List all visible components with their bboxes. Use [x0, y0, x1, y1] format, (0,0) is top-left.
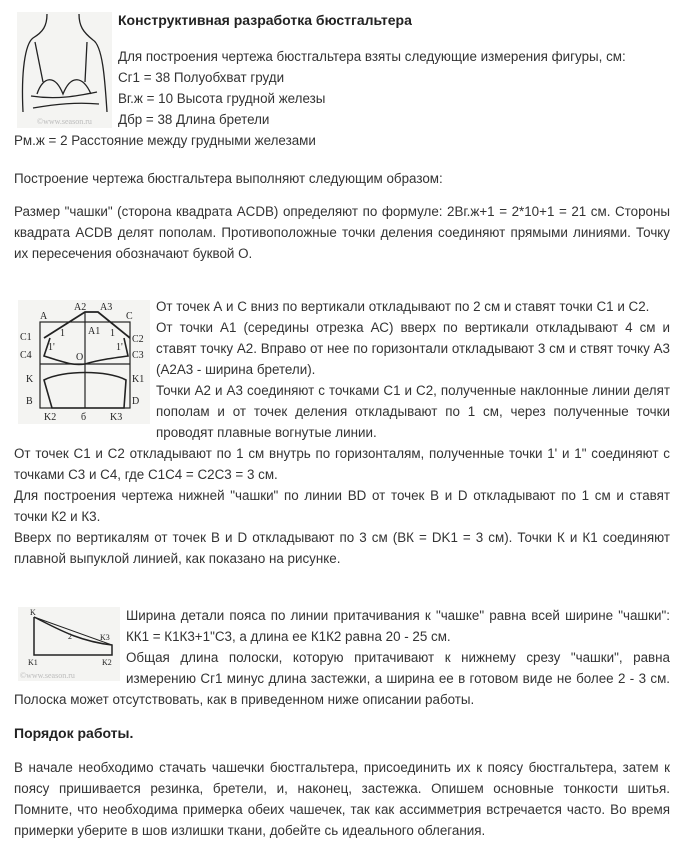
order-paragraph: В начале необходимо стачать чашечки бюстгальтера, присоединить их к поясу бюстгальтера, затем к поясу пришивается резинка, бретели, и, наконец, застежка. Опишем основные тонкости шитья. Помните, что необходима примерка обеих чашечек, так как ассимметрия встречается часто. Во время примерки уберите в шов излишки ткани, добейте сь идеального облегания. — [14, 760, 670, 838]
svg-text:C1: C1 — [20, 332, 32, 343]
svg-text:1': 1' — [48, 342, 55, 353]
watermark: ©www.season.ru — [37, 117, 92, 126]
svg-text:K: K — [30, 608, 36, 617]
svg-text:1: 1 — [60, 328, 65, 339]
svg-text:K1: K1 — [132, 374, 145, 385]
svg-text:б: б — [81, 412, 87, 423]
svg-text:2: 2 — [68, 632, 72, 641]
cup-size-paragraph: Размер "чашки" (сторона квадрата ACDB) определяют по формуле: 2Вг.ж+1 = 2*10+1 = 21 см. Стороны квадрата ACDB делят пополам. Противоположные точки деления соединяют прямыми линиями. Точку их пересечения обозначают буквой О. — [14, 204, 670, 261]
svg-text:1': 1' — [116, 342, 123, 353]
belt-diagram — [18, 607, 120, 681]
step-paragraph: От точки А1 (середины отрезка АС) вверх по вертикали откладывают 4 см и ставят точку А2. Вправо от нее по горизонтали откладывают 3 см и ствят точку А3 (А2А3 - ширина бретели). — [156, 320, 670, 377]
svg-text:C4: C4 — [20, 350, 32, 361]
intro-line: Дбр = 38 Длина бретели — [118, 112, 270, 127]
order-heading: Порядок работы. — [14, 725, 134, 741]
intro-line: Рм.ж = 2 Расстояние между грудными железами — [14, 133, 316, 148]
step-paragraph: От точек А и С вниз по вертикали откладывают по 2 см и ставят точки С1 и С2. — [156, 299, 650, 314]
svg-text:A2: A2 — [74, 302, 87, 313]
svg-text:A: A — [40, 311, 48, 322]
intro-line: Для построения чертежа бюстгальтера взяты следующие измерения фигуры, см: — [118, 49, 626, 64]
svg-text:K: K — [26, 374, 34, 385]
section-belt — [14, 605, 670, 710]
intro-line: Вг.ж = 10 Высота грудной железы — [118, 91, 326, 106]
section-pattern — [14, 296, 670, 569]
svg-text:A3: A3 — [100, 302, 113, 313]
belt-paragraph: Общая длина полоски, которую притачивают к нижнему срезу "чашки", равна измерению Сг1 минус длина застежки, а ширина ее в готовом виде не более 2 - 3 см. Полоска может отсутствовать, как в приведенном ниже описании работы. — [14, 650, 670, 707]
svg-text:C: C — [126, 311, 133, 322]
step-paragraph: Точки А2 и А3 соединяют с точками С1 и С2, полученные наклонные линии делят пополам и от точек деления откладывают по 1 см, через полученные точки проводят плавные вогнутые линии. — [156, 383, 670, 440]
svg-text:1: 1 — [110, 328, 115, 339]
svg-text:C3: C3 — [132, 350, 144, 361]
step-paragraph: Для построения чертежа нижней "чашки" по линии BD от точек В и D откладывают по 1 см и ставят точки К2 и К3. — [14, 488, 670, 524]
intro-line: Сг1 = 38 Полуобхват груди — [118, 70, 285, 85]
construction-intro: Построение чертежа бюстгальтера выполняют следующим образом: — [14, 171, 443, 186]
page-title: Конструктивная разработка бюстгальтера — [118, 12, 412, 28]
watermark: ©www.season.ru — [20, 671, 75, 680]
svg-text:A1: A1 — [88, 326, 101, 337]
svg-text:K2: K2 — [102, 658, 112, 667]
svg-text:C2: C2 — [132, 334, 144, 345]
section-intro — [14, 10, 670, 264]
svg-text:D: D — [132, 396, 140, 407]
svg-text:B: B — [26, 396, 33, 407]
svg-text:K2: K2 — [44, 412, 57, 423]
svg-text:K3: K3 — [100, 633, 110, 642]
svg-text:K3: K3 — [110, 412, 123, 423]
belt-paragraph: Ширина детали пояса по линии притачивания к "чашке" равна всей ширине "чашки": КК1 = К1К3+1"С3, а длина ее К1К2 равна 20 - 25 см. — [126, 608, 670, 644]
step-paragraph: Вверх по вертикалям от точек В и D откладывают по 3 см (ВК = DK1 = 3 см). Точки К и К1 соединяют плавной выпуклой линией, как показано на рисунке. — [14, 530, 670, 566]
bra-illustration — [17, 12, 112, 128]
svg-text:K1: K1 — [28, 658, 38, 667]
svg-text:O: O — [76, 352, 84, 363]
step-paragraph: От точек С1 и С2 откладывают по 1 см внутрь по горизонталям, полученные точки 1' и 1" соединяют с точками С3 и С4, где С1С4 = С2С3 = 3 см. — [14, 446, 670, 482]
section-order — [14, 723, 670, 841]
belt-labels — [28, 608, 112, 667]
diagram-labels — [20, 302, 144, 423]
cup-pattern-diagram — [18, 300, 150, 424]
